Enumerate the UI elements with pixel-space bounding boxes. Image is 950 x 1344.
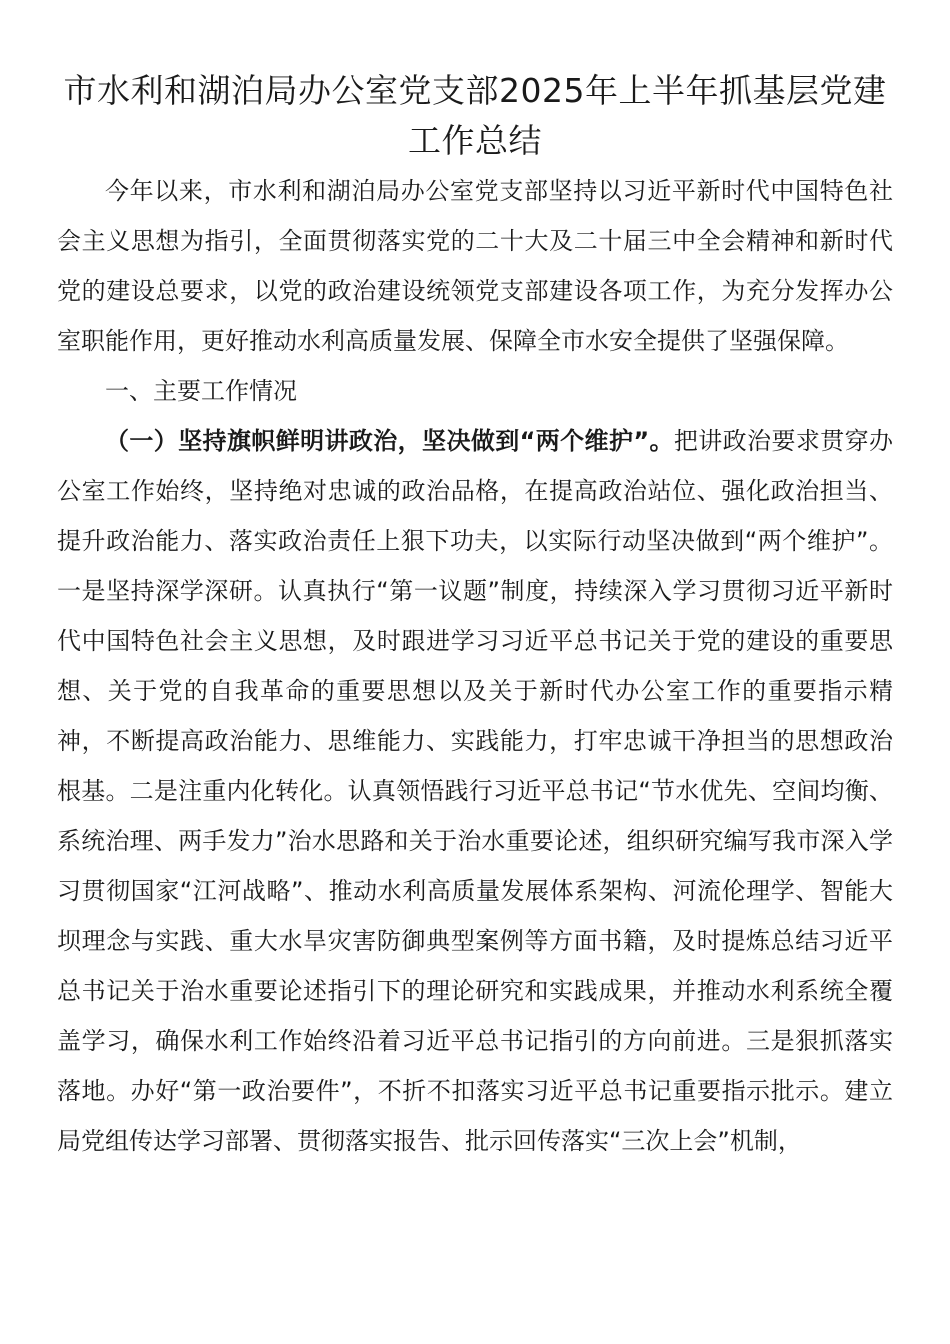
document-title: 市水利和湖泊局办公室党支部2025年上半年抓基层党建工作总结: [63, 71, 887, 160]
subsection-paragraph: [57, 416, 893, 1166]
section-heading: 一、主要工作情况: [105, 377, 297, 405]
document-page: [57, 66, 893, 1166]
subsection-heading: （一）坚持旗帜鲜明讲政治，坚决做到“两个维护”。: [105, 427, 674, 455]
subsection-body: 把讲政治要求贯穿办公室工作始终，坚持绝对忠诚的政治品格，在提高政治站位、强化政治担当、提升政治能力、落实政治责任上狠下功夫，以实际行动坚决做到“两个维护”。一是坚持深学深研。认真执行“第一议题”制度，持续深入学习贯彻习近平新时代中国特色社会主义思想，及时跟进学习习近平总书记关于党的建设的重要思想、关于党的自我革命的重要思想以及关于新时代办公室工作的重要指示精神，不断提高政治能力、思维能力、实践能力，打牢忠诚干净担当的思想政治根基。二是注重内化转化。认真领悟践行习近平总书记“节水优先、空间均衡、系统治理、两手发力”治水思路和关于治水重要论述，组织研究编写我市深入学习贯彻国家“江河战略”、推动水利高质量发展体系架构、河流伦理学、智能大坝理念与实践、重大水旱灾害防御典型案例等方面书籍，及时提炼总结习近平总书记关于治水重要论述指引下的理论研究和实践成果，并推动水利系统全覆盖学习，确保水利工作始终沿着习近平总书记指引的方向前进。三是狠抓落实落地。办好“第一政治要件”，不折不扣落实习近平总书记重要指示批示。建立局党组传达学习部署、贯彻落实报告、批示回传落实“三次上会”机制，: [57, 427, 894, 1155]
intro-paragraph: 今年以来，市水利和湖泊局办公室党支部坚持以习近平新时代中国特色社会主义思想为指引，全面贯彻落实党的二十大及二十届三中全会精神和新时代党的建设总要求，以党的政治建设统领党支部建设各项工作，为充分发挥办公室职能作用，更好推动水利高质量发展、保障全市水安全提供了坚强保障。: [57, 177, 893, 355]
